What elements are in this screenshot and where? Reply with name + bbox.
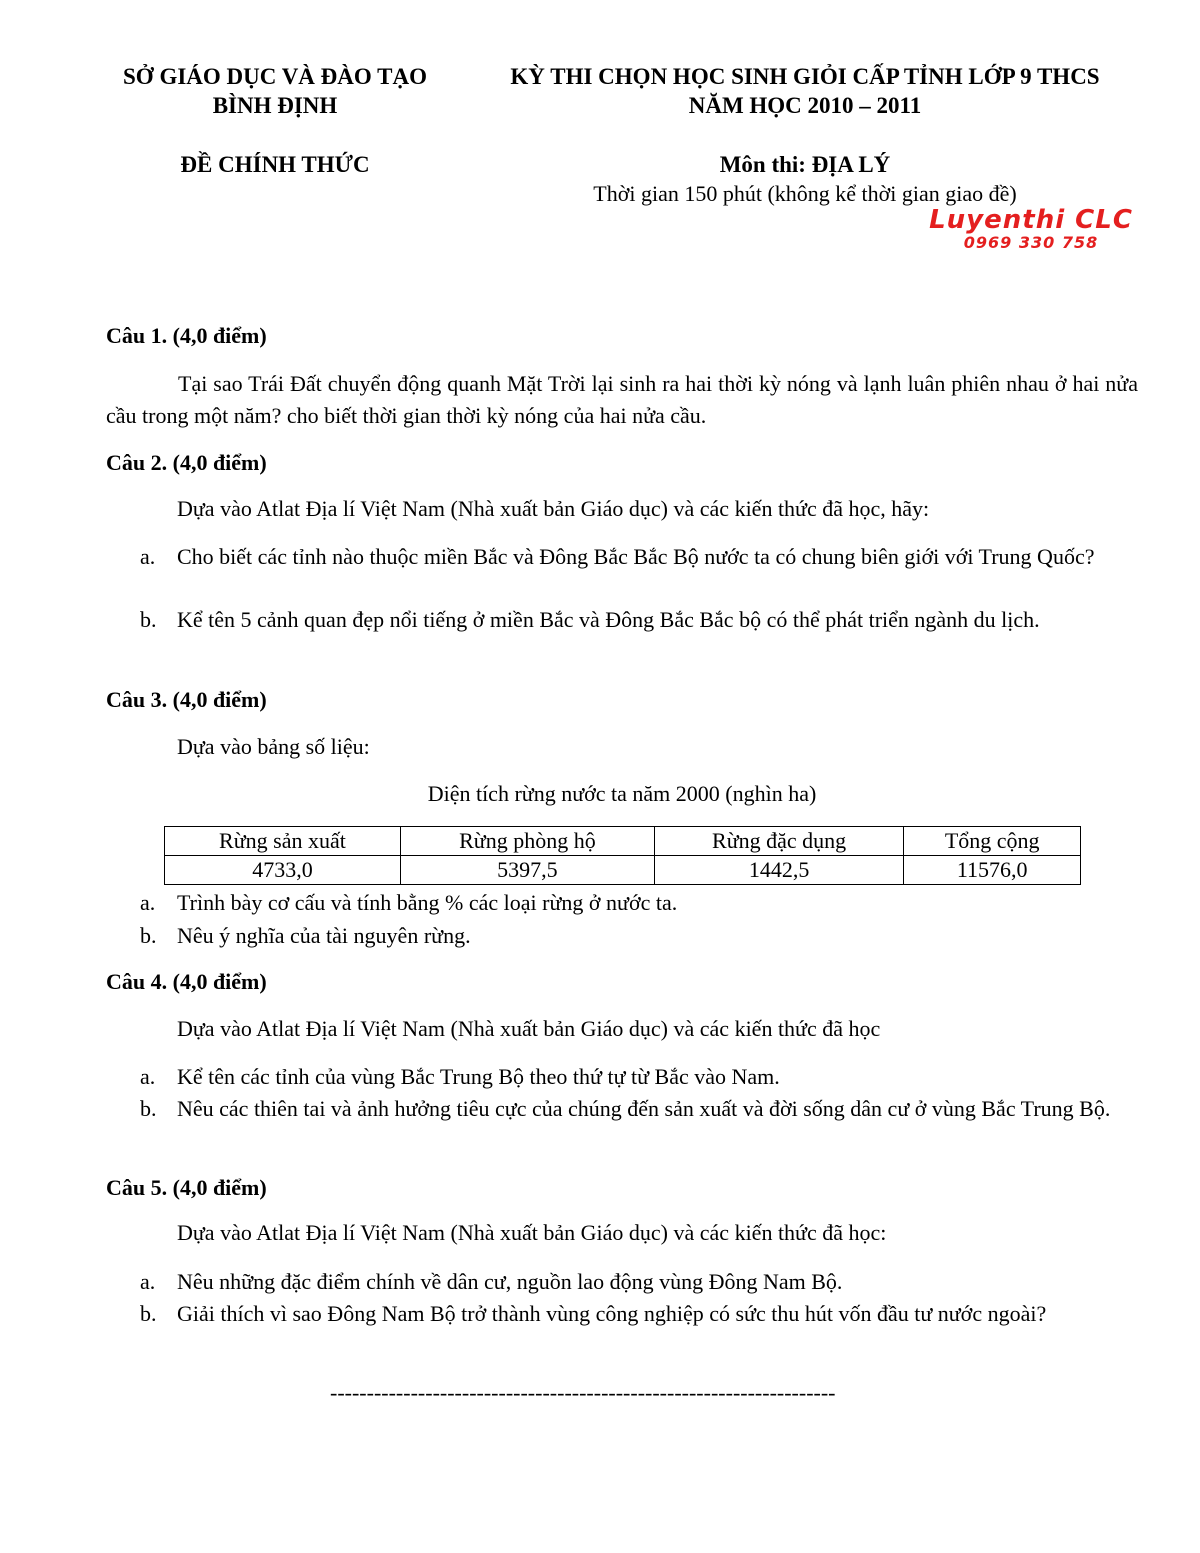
end-divider: ---------------------------------------------------------------------	[330, 1380, 836, 1405]
q3-item-a	[140, 887, 1138, 919]
item-text: Kể tên 5 cảnh quan đẹp nổi tiếng ở miền Bắc và Đông Bắc Bắc bộ có thể phát triển ngành du lịch.	[177, 607, 1040, 632]
logo-name: Luyenthi CLC	[929, 205, 1133, 235]
item-text: Nêu ý nghĩa của tài nguyên rừng.	[177, 923, 471, 948]
q5-item-b	[140, 1298, 1138, 1330]
table-row	[165, 856, 1081, 885]
table-cell: 5397,5	[400, 856, 654, 885]
official-label: ĐỀ CHÍNH THỨC	[180, 152, 370, 177]
exam-year: NĂM HỌC 2010 – 2011	[688, 93, 922, 118]
q1-text: Tại sao Trái Đất chuyển động quanh Mặt Trời lại sinh ra hai thời kỳ nóng và lạnh luân phiên nhau ở hai nửa cầu trong một năm? cho biết thời gian thời kỳ nóng của hai nửa cầu.	[106, 371, 1138, 428]
item-label: a.	[140, 544, 156, 569]
item-label: b.	[140, 1096, 157, 1121]
item-text: Nêu các thiên tai và ảnh hưởng tiêu cực của chúng đến sản xuất và đời sống dân cư ở vùng Bắc Trung Bộ.	[177, 1096, 1111, 1121]
item-text: Trình bày cơ cấu và tính bằng % các loại rừng ở nước ta.	[177, 890, 678, 915]
exam-time: Thời gian 150 phút (không kể thời gian giao đề)	[593, 181, 1017, 206]
logo-phone: 0969 330 758	[963, 233, 1099, 252]
q3-title: Câu 3. (4,0 điểm)	[106, 687, 267, 712]
q1-title: Câu 1. (4,0 điểm)	[106, 323, 267, 348]
q4-item-a	[140, 1061, 1138, 1093]
q2-intro: Dựa vào Atlat Địa lí Việt Nam (Nhà xuất bản Giáo dục) và các kiến thức đã học, hãy:	[177, 496, 930, 521]
table-header-cell: Tổng cộng	[904, 827, 1081, 856]
item-label: a.	[140, 890, 156, 915]
q2-item-b	[140, 604, 1138, 636]
q5-intro: Dựa vào Atlat Địa lí Việt Nam (Nhà xuất bản Giáo dục) và các kiến thức đã học:	[177, 1220, 887, 1245]
item-text: Kể tên các tỉnh của vùng Bắc Trung Bộ theo thứ tự từ Bắc vào Nam.	[177, 1064, 780, 1089]
q3-item-b	[140, 920, 1138, 952]
table-header-cell: Rừng phòng hộ	[400, 827, 654, 856]
item-text: Giải thích vì sao Đông Nam Bộ trở thành vùng công nghiệp có sức thu hút vốn đầu tư nước ngoài?	[177, 1301, 1047, 1326]
table-cell: 1442,5	[654, 856, 903, 885]
item-label: b.	[140, 1301, 157, 1326]
subject-title: Môn thi: ĐỊA LÝ	[719, 152, 891, 177]
item-text: Cho biết các tỉnh nào thuộc miền Bắc và Đông Bắc Bắc Bộ nước ta có chung biên giới với Trung Quốc?	[177, 544, 1095, 569]
item-label: a.	[140, 1064, 156, 1089]
exam-title: KỲ THI CHỌN HỌC SINH GIỎI CẤP TỈNH LỚP 9 THCS	[510, 64, 1100, 89]
table-title: Diện tích rừng nước ta năm 2000 (nghìn ha)	[427, 781, 817, 806]
forest-area-table	[164, 826, 1081, 885]
q4-item-b	[140, 1093, 1138, 1125]
org-name: SỞ GIÁO DỤC VÀ ĐÀO TẠO	[123, 64, 427, 89]
table-header-row	[165, 827, 1081, 856]
q4-title: Câu 4. (4,0 điểm)	[106, 969, 267, 994]
table-cell: 11576,0	[904, 856, 1081, 885]
item-text: Nêu những đặc điểm chính về dân cư, nguồn lao động vùng Đông Nam Bộ.	[177, 1269, 843, 1294]
q5-title: Câu 5. (4,0 điểm)	[106, 1175, 267, 1200]
q2-title: Câu 2. (4,0 điểm)	[106, 450, 267, 475]
table-header-cell: Rừng sản xuất	[165, 827, 401, 856]
item-label: b.	[140, 607, 157, 632]
table-cell: 4733,0	[165, 856, 401, 885]
q4-intro: Dựa vào Atlat Địa lí Việt Nam (Nhà xuất bản Giáo dục) và các kiến thức đã học	[177, 1016, 881, 1041]
table-header-cell: Rừng đặc dụng	[654, 827, 903, 856]
luyenthi-logo	[915, 206, 1147, 258]
item-label: b.	[140, 923, 157, 948]
q3-intro: Dựa vào bảng số liệu:	[177, 734, 370, 759]
item-label: a.	[140, 1269, 156, 1294]
q2-item-a	[140, 541, 1138, 573]
org-province: BÌNH ĐỊNH	[212, 93, 338, 118]
q5-item-a	[140, 1266, 1138, 1298]
